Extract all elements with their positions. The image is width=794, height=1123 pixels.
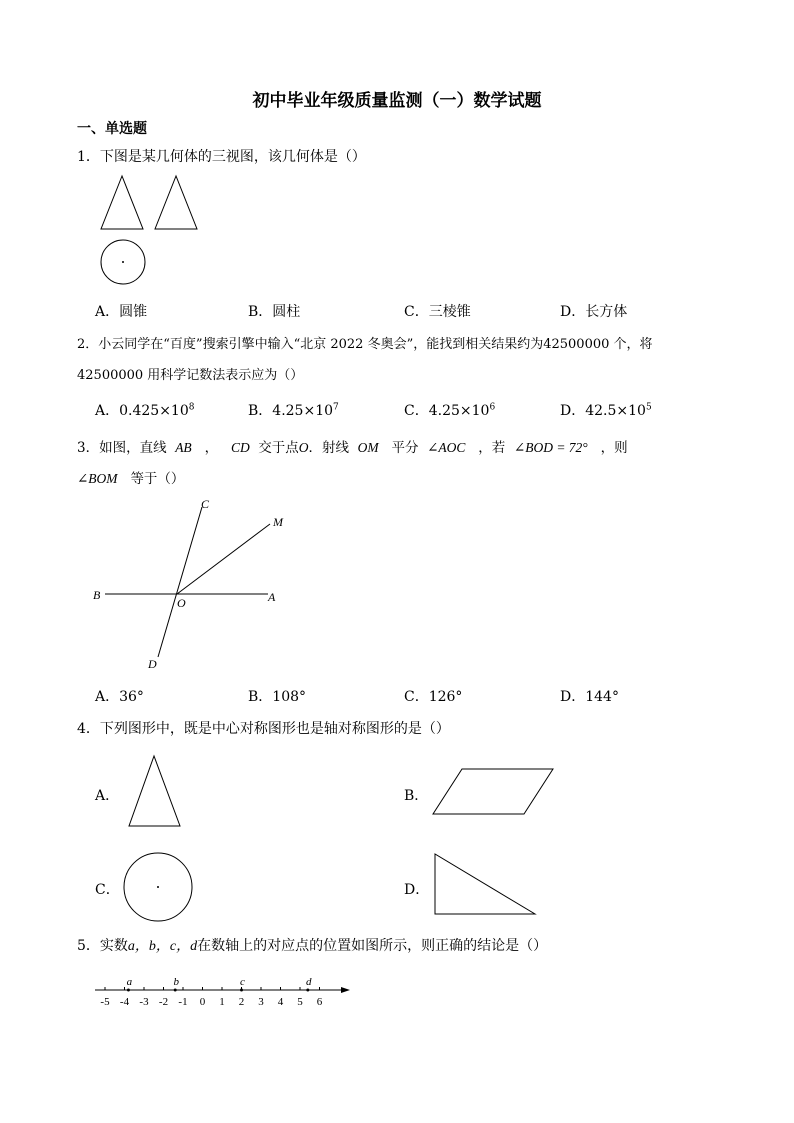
question-text: 如图，直线 xyxy=(99,440,167,456)
q4-option-c[interactable]: C． xyxy=(95,882,120,898)
question-4-stem xyxy=(77,718,450,738)
q4-figure-c xyxy=(120,850,196,926)
front-view-triangle xyxy=(101,176,143,229)
q3-option-d[interactable]: D．144° xyxy=(560,689,619,705)
triangle-shape xyxy=(129,756,180,826)
q1-option-b[interactable]: B．圆柱 xyxy=(248,304,301,320)
question-text: 在数轴上的对应点的位置如图所示，则正确的结论是（） xyxy=(197,938,548,954)
question-3-line1 xyxy=(77,436,628,456)
tick-label: 1 xyxy=(219,996,225,1008)
question-text: 下列图形中，既是中心对称图形也是轴对称图形的是（） xyxy=(99,721,450,737)
label-a: A xyxy=(268,590,276,604)
q2-option-b[interactable] xyxy=(248,400,339,420)
page-title: 初中毕业年级质量监测（一）数学试题 xyxy=(252,91,542,111)
tick-label: 2 xyxy=(238,996,245,1008)
q2-option-d[interactable] xyxy=(560,400,652,420)
q1-option-a[interactable]: A．圆锥 xyxy=(95,304,148,320)
q4-figure-d xyxy=(430,850,542,920)
question-text: ，则 xyxy=(600,440,628,456)
tick-label: 5 xyxy=(297,996,303,1008)
tick-label: -2 xyxy=(158,996,169,1008)
point-b xyxy=(174,989,177,992)
q4-figure-b xyxy=(428,764,558,818)
q1-option-c[interactable]: C．三棱锥 xyxy=(404,304,471,320)
tick-label: 0 xyxy=(199,996,206,1008)
tick-label: 4 xyxy=(277,996,284,1008)
angle-bom: ∠BOM xyxy=(77,471,118,486)
question-text: 实数 xyxy=(99,938,128,954)
option-exponent: 8 xyxy=(188,402,195,413)
option-label: C． xyxy=(404,403,429,419)
option-mantissa: 4.25×10 xyxy=(428,403,490,419)
ray-om: OM xyxy=(357,440,379,455)
ray-om xyxy=(177,524,270,594)
point-c xyxy=(240,989,243,992)
question-text: 平分 xyxy=(391,440,419,456)
option-label: B． xyxy=(248,403,273,419)
axis-arrow xyxy=(341,987,350,993)
option-label: D． xyxy=(560,403,586,419)
point-o: O xyxy=(298,440,309,455)
question-number: 1． xyxy=(77,149,100,165)
option-exponent: 6 xyxy=(489,402,496,413)
center-dot xyxy=(122,261,124,263)
angle-bod: ∠BOD = 72° xyxy=(513,440,588,455)
tick-label: -4 xyxy=(119,996,130,1008)
question-text: ，若 xyxy=(478,440,506,456)
center-dot xyxy=(157,886,159,888)
option-label: A． xyxy=(95,403,120,419)
three-view-figure xyxy=(95,170,205,290)
side-view-triangle xyxy=(155,176,197,229)
tick-label: 6 xyxy=(316,996,323,1008)
question-text: ．射线 xyxy=(308,440,350,456)
question-text: ， xyxy=(204,440,219,456)
question-text: 等于（） xyxy=(130,471,185,487)
question-number: 3． xyxy=(77,440,100,456)
tick-label: -5 xyxy=(100,996,110,1008)
point-d xyxy=(306,989,309,992)
question-2-line2: 42500000 用科学记数法表示应为（） xyxy=(77,368,304,383)
point-label-a: a xyxy=(126,976,133,988)
label-d: D xyxy=(148,657,157,671)
variables: a，b，c，d xyxy=(127,939,198,954)
tick-label: -1 xyxy=(178,996,188,1008)
option-mantissa: 42.5×10 xyxy=(585,403,646,419)
question-text: 交于点 xyxy=(258,440,299,456)
label-o: O xyxy=(177,596,186,610)
question-3-line2 xyxy=(77,467,184,487)
question-number: 4． xyxy=(77,721,100,737)
option-mantissa: 0.425×10 xyxy=(119,403,189,419)
label-m: M xyxy=(273,515,283,529)
tick-label: 3 xyxy=(258,996,264,1008)
question-text: 小云同学在“百度”搜索引擎中输入“北京 2022 冬奥会”，能找到相关结果约为42500000 个，将 xyxy=(98,337,653,352)
q2-option-a[interactable] xyxy=(95,400,194,420)
question-2-line1 xyxy=(77,333,653,352)
q4-option-b[interactable]: B． xyxy=(404,788,429,804)
tick-label: -3 xyxy=(139,996,149,1008)
line-ab: AB xyxy=(175,440,192,455)
question-text: 下图是某几何体的三视图，该几何体是（） xyxy=(99,149,366,165)
section-heading: 一、单选题 xyxy=(77,121,147,137)
q4-option-d[interactable]: D． xyxy=(404,882,430,898)
question-number: 5． xyxy=(77,938,100,954)
point-a xyxy=(127,989,130,992)
line-cd xyxy=(158,507,202,657)
question-5-stem xyxy=(77,935,547,955)
label-c: C xyxy=(201,497,210,511)
number-line xyxy=(90,968,360,1012)
q1-option-d[interactable]: D．长方体 xyxy=(560,304,628,320)
q4-option-a[interactable]: A． xyxy=(95,788,120,804)
angle-aoc: ∠AOC xyxy=(427,440,466,455)
label-b: B xyxy=(93,588,101,602)
q2-option-c[interactable] xyxy=(404,400,495,420)
q3-option-c[interactable]: C．126° xyxy=(404,689,463,705)
question-number: 2． xyxy=(77,337,99,352)
option-exponent: 7 xyxy=(333,402,339,413)
intersecting-lines-figure xyxy=(85,493,295,673)
point-label-d: d xyxy=(306,976,312,988)
q4-figure-a xyxy=(125,752,185,832)
option-mantissa: 4.25×10 xyxy=(272,403,334,419)
option-exponent: 5 xyxy=(645,402,652,413)
question-1-stem xyxy=(77,146,366,166)
q3-option-a[interactable]: A．36° xyxy=(95,689,144,705)
point-label-c: c xyxy=(240,976,245,988)
parallelogram-shape xyxy=(433,769,553,814)
right-triangle-shape xyxy=(435,854,535,914)
point-label-b: b xyxy=(173,976,179,988)
q3-option-b[interactable]: B．108° xyxy=(248,689,307,705)
line-cd: CD xyxy=(230,440,250,455)
